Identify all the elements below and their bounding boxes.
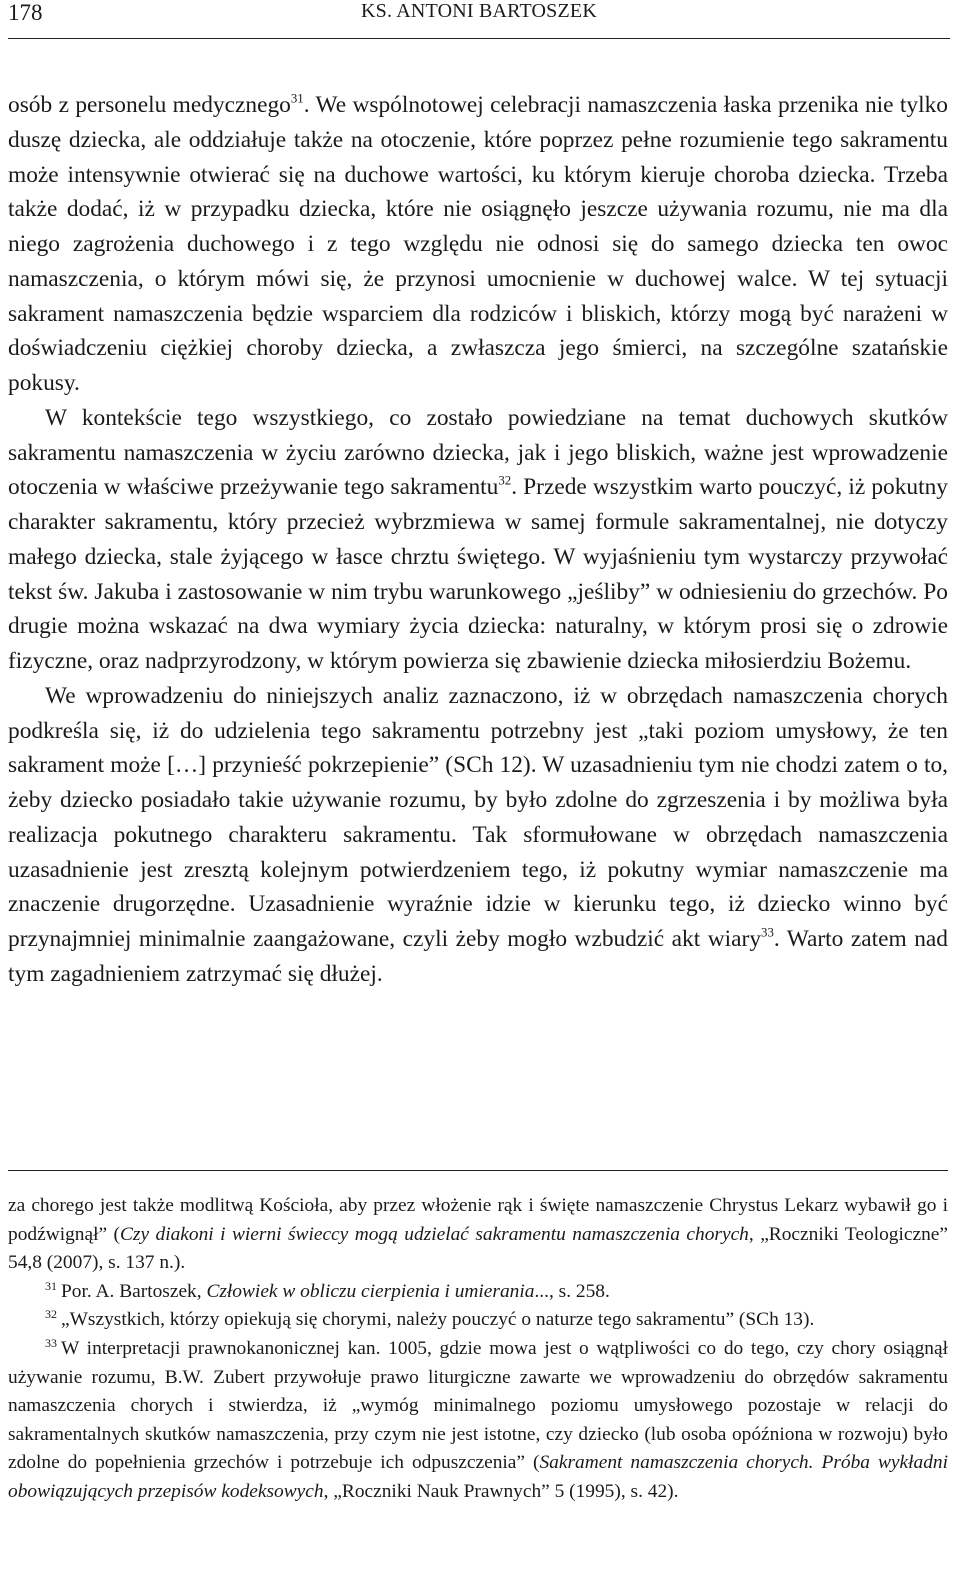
footnote-continuation-title: Czy diakoni i wierni świeccy mogą udzielać sakramentu namaszczenia chorych bbox=[119, 1223, 749, 1245]
paragraph-2 bbox=[8, 401, 948, 679]
paragraph-1-text-b: . We wspólnotowej celebracji namaszczenia łaska przenika nie tylko duszę dziecka, ale oddziałuje także na otoczenie, które poprzez pełne rozumienie tego sakramentu może intensywnie otwierać się na duchowe wartości, ku którym kieruje choroba dziecka. Trzeba także dodać, iż w przypadku dziecka, które nie osiągnęło jeszcze używania rozumu, nie ma dla niego zagrożenia duchowego i z tego względu nie odnosi się do samego dziecka ten owoc namaszczenia, o którym mówi się, że przynosi umocnienie w duchowej walce. W tej sytuacji sakrament namaszczenia będzie wsparciem dla rodziców i bliskich, którzy mogą być narażeni w doświadczeniu ciężkiej choroby dziecka, a zwłaszcza jego śmierci, na szczególne szatańskie pokusy. bbox=[8, 92, 949, 396]
footnote-ref-33: 33 bbox=[761, 925, 774, 940]
paragraph-2-text-b: . Przede wszystkim warto pouczyć, iż pokutny charakter sakramentu, który przecież wybrzmiewa w samej formule sakramentalnej, nie dotyczy małego dziecka, stale żyjącego w łasce chrztu świętego. W wyjaśnieniu tym wystarczy przywołać tekst św. Jakuba i zastosowanie w nim trybu warunkowego „jeśliby” w odniesieniu do grzechów. Po drugie można wskazać na dwa wymiary życia dziecka: naturalny, w którym prosi się o zdrowie fizyczne, oraz nadprzyrodzony, w którym powierza się zbawienie dziecka miłosierdziu Bożemu. bbox=[8, 474, 948, 674]
footnote-continuation-text-b: , „Roczniki Teologiczne” 54,8 (2007), s. 137 n.). bbox=[8, 1223, 948, 1274]
footnote-32-number: 32 bbox=[45, 1307, 58, 1322]
footnote-ref-31: 31 bbox=[290, 91, 304, 106]
paragraph-3-text-a: We wprowadzeniu do niniejszych analiz zaznaczono, iż w obrzędach namaszczenia chorych podkreśla się, iż do udzielenia tego sakramentu potrzebny jest „taki poziom umysłowy, że ten sakrament może […] przynieść pokrzepienie” (SCh 12). W uzasadnieniu tym nie chodzi zatem o to, żeby dziecko posiadało takie używanie rozumu, by było zdolne do zgrzeszenia i by możliwa była realizacja pokutnego charakteru sakramentu. Tak sformułowane w obrzędach namaszczenia uzasadnienie jest zresztą kolejnym potwierdzeniem tego, iż pokutny wymiar namaszczenie ma znaczenie drugorzędne. Uzasadnienie wyraźnie idzie w kierunku tego, iż dziecko winno być przynajmniej minimalnie zaangażowane, czyli żeby mogło wzbudzić akt wiary bbox=[8, 682, 948, 952]
paragraph-3-text-b: . Warto zatem nad tym zagadnieniem zatrzymać się dłużej. bbox=[8, 926, 948, 987]
page-number: 178 bbox=[8, 0, 43, 25]
footnote-31 bbox=[8, 1278, 948, 1307]
paragraph-1 bbox=[8, 88, 948, 401]
running-head: KS. ANTONI BARTOSZEK bbox=[361, 0, 597, 22]
footnotes bbox=[8, 1192, 948, 1507]
footnote-31-title: Człowiek w obliczu cierpienia i umierania bbox=[206, 1280, 535, 1302]
footnote-33-number: 33 bbox=[45, 1335, 58, 1350]
footnote-33-text-a: W interpretacji prawnokanonicznej kan. 1005, gdzie mowa jest o wątpliwości co do tego, czy chory osiągnął używanie rozumu, B.W. Zubert przywołuje prawo liturgiczne zawarte we wprowadzeniu do obrzędów sakramentu namaszczenia chorych i stwierdza, iż „wymóg minimalnego poziomu umysłowego pozostaje w relacji do sakramentalnych skutków namaszczenia, przy czym nie jest istotne, czy dziecko (lub osoba opóźniona w rozwoju) było zdolne do popełnienia grzechów i potrzebuje ich odpuszczenia” ( bbox=[8, 1337, 948, 1474]
main-text bbox=[8, 88, 948, 992]
footnote-33-text-b: , „Roczniki Nauk Prawnych” 5 (1995), s. 42). bbox=[323, 1480, 679, 1502]
footnote-32 bbox=[8, 1306, 948, 1335]
paragraph-3 bbox=[8, 679, 948, 992]
paragraph-1-text-a: osób z personelu medycznego bbox=[8, 92, 291, 118]
footnote-31-text-b: ..., s. 258. bbox=[534, 1280, 610, 1302]
paragraph-2-text-a: W kontekście tego wszystkiego, co zostało powiedziane na temat duchowych skutków sakramentu namaszczenia w życiu zarówno dziecka, jak i jego bliskich, ważne jest wprowadzenie otoczenia w właściwe przeżywanie tego sakramentu bbox=[8, 404, 948, 501]
footnote-31-text-a: Por. A. Bartoszek, bbox=[61, 1280, 207, 1302]
page-header bbox=[8, 0, 950, 39]
footnote-32-text: „Wszystkich, którzy opiekują się chorymi, należy pouczyć o naturze tego sakramentu” (SCh 13). bbox=[61, 1309, 815, 1331]
footnote-33 bbox=[8, 1335, 948, 1507]
footnote-33-title: Sakrament namaszczenia chorych. Próba wykładni obowiązujących przepisów kodeksowych bbox=[8, 1452, 948, 1502]
footnote-continuation bbox=[8, 1192, 948, 1278]
footnote-31-number: 31 bbox=[45, 1278, 58, 1293]
footnote-continuation-text-a: za chorego jest także modlitwą Kościoła, aby przez włożenie rąk i święte namaszczenie Chrystus Lekarz wybawił go i podźwignął” ( bbox=[8, 1195, 948, 1245]
footnote-ref-32: 32 bbox=[498, 473, 512, 488]
footnote-divider bbox=[8, 1170, 948, 1171]
